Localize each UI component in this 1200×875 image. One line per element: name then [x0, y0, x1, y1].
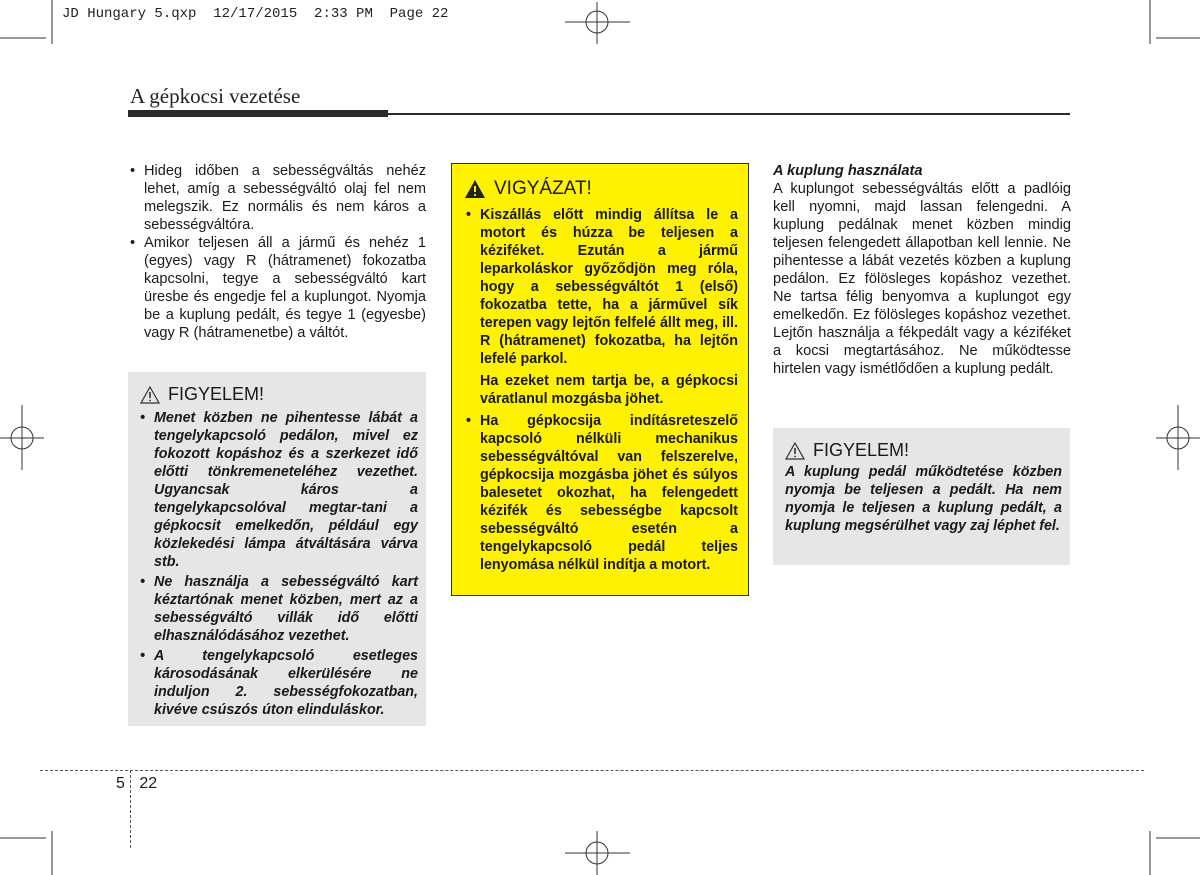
page-number-value: 22 — [139, 775, 158, 792]
page-number — [116, 775, 157, 793]
header-rule-bar — [128, 110, 388, 117]
left-column — [128, 162, 426, 342]
warning-triangle-icon — [464, 179, 486, 199]
warning-triangle-icon — [785, 442, 805, 460]
section-number: 5 — [116, 775, 125, 792]
warning-item-text: Ha gépkocsija indításreteszelő kapcsoló nélküli mechanikus sebességváltóval van felszerelve, gépkocsija mozgásba jöhet és súlyos balesetet okozhat, ha felengedett kézifék és sebességbe kapcsolt sebességváltó esetén a tengelykapcsoló pedál teljes lenyomása nélkül indítja a motort. — [480, 413, 738, 573]
page-title: A gépkocsi vezetése — [130, 84, 301, 108]
header-rule-line — [388, 113, 1070, 115]
list-item: • Hideg időben a sebességváltás nehéz lehet, amíg a sebességváltó olaj fel nem melegszik. Ez normális és nem káros a sebességváltóra. — [128, 162, 426, 234]
warning-triangle-icon — [140, 386, 160, 404]
warning-item — [464, 206, 738, 368]
warning-item-text: Kiszállás előtt mindig állítsa le a motort és húzza be teljesen a kéziféket. Ezután a jármű leparkoláskor győződjön meg róla, hogy a sebességváltót 1 (első) fokozatba tette, ha a járművel sík terepen vagy lejtőn felfelé állt meg, ill. R (hátramenet) fokozatba, ha lejtőn lefelé parkol. — [480, 207, 738, 367]
notice-title: FIGYELEM! — [813, 440, 910, 460]
notice-item: • Ne használja a sebességváltó kart kéztartónak menet közben, mert az a sebességváltó villák idő előtti elhasználódásához vezethet. — [140, 573, 418, 645]
notice-box-right — [773, 428, 1070, 565]
section-subheading: A kuplung használata — [773, 163, 923, 179]
notice-item: • A tengelykapcsoló esetleges károsodásának elkerülésére ne induljon 2. sebességfokozatban, kivéve csúszós úton elinduláskor. — [140, 647, 418, 719]
right-column — [773, 162, 1071, 378]
warning-header — [452, 164, 748, 200]
footer-dashed-rule — [40, 770, 1144, 771]
notice-item: • Menet közben ne pihentesse lábát a tengelykapcsoló pedálon, mivel ez fokozott kopáshoz és a szerkezet idő előtti tönkremeneteléhez vezethet. Ugyancsak káros a tengelykapcsolóval megtar-tani a gépkocsit emelkedőn, például egy közlekedési lámpa átváltására várva stb. — [140, 409, 418, 571]
notice-box-left — [128, 372, 426, 726]
warning-title: VIGYÁZAT! — [494, 178, 592, 199]
warning-item-extra: Ha ezeket nem tartja be, a gépkocsi váratlanul mozgásba jöhet. — [480, 373, 738, 407]
notice-header — [773, 428, 1070, 461]
warning-box — [451, 163, 749, 596]
print-slug: JD Hungary 5.qxp 12/17/2015 2:33 PM Page 22 — [62, 6, 449, 22]
body-paragraph: A kuplungot sebességváltás előtt a padlóig kell nyomni, majd lassan felengedni. A kuplung pedálnak menet közben mindig teljesen felengedett állapotban kell lennie. Ne pihentesse a lábát vezetés közben a kuplung pedálon. Ez fölösleges kopáshoz vezethet. Ne tartsa félig benyomva a kuplungot egy emelkedőn. Ez fölösleges kopáshoz vezethet. Lejtőn használja a fékpedált vagy a kéziféket a kocsi megtartásához. Ne működtesse hirtelen vagy ismétlődően a kuplung pedált. — [773, 181, 1071, 377]
notice-header — [128, 372, 426, 405]
warning-item — [464, 412, 738, 574]
notice-title: FIGYELEM! — [168, 384, 265, 404]
notice-text: A kuplung pedál működtetése közben nyomja be teljesen a pedált. Ha nem nyomja le teljesen a kuplung pedált, a kuplung megsérülhet vagy zaj léphet fel. — [785, 464, 1062, 534]
list-item: • Amikor teljesen áll a jármű és nehéz 1 (egyes) vagy R (hátramenet) fokozatba kapcsolni, tegye a sebességváltó kart üresbe és engedje fel a kuplungot. Nyomja be a kuplung pedált, és tegye 1 (egyesbe) vagy R (hátramenetbe) a váltót. — [128, 234, 426, 342]
